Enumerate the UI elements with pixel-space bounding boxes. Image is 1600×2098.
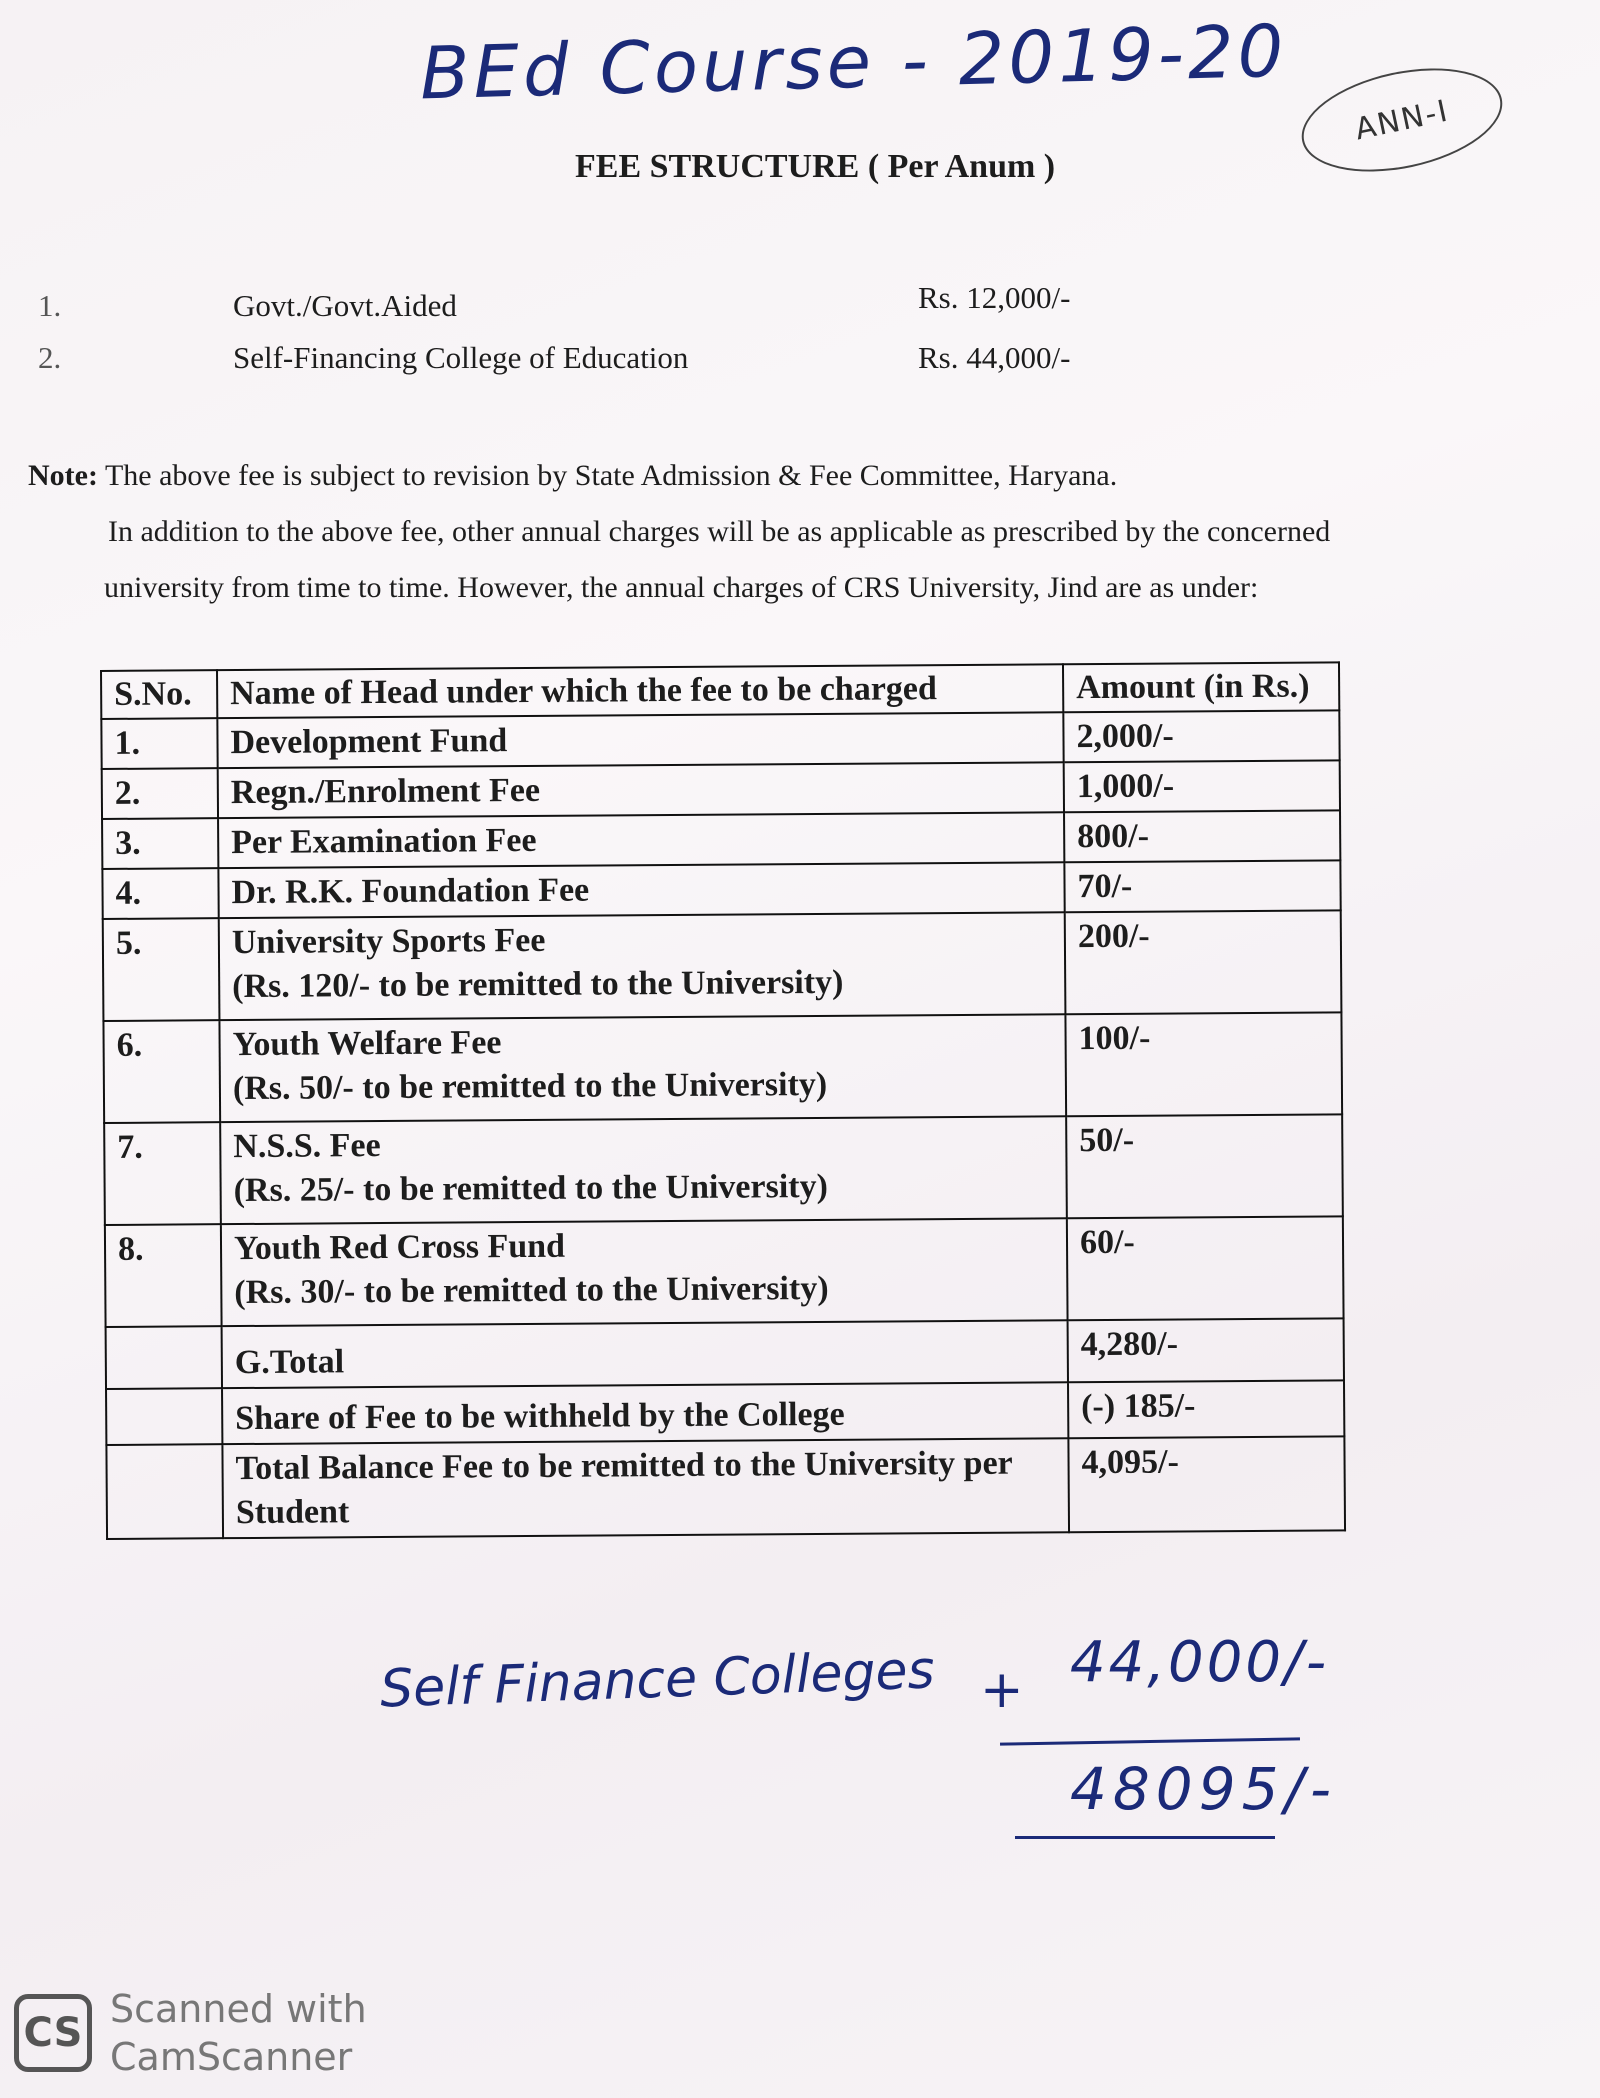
table-row: [102, 810, 1340, 869]
table-row: [102, 860, 1340, 919]
row-name-cell: [219, 912, 1066, 1020]
row-amount: 60/-: [1067, 1216, 1344, 1320]
row-name: Development Fund: [217, 712, 1063, 768]
total-label: G.Total: [222, 1320, 1068, 1388]
camscanner-logo: CS: [14, 1994, 92, 2072]
row-sno: 7.: [104, 1122, 221, 1225]
row-name: Regn./Enrolment Fee: [218, 762, 1064, 818]
row-remit-note: (Rs. 30/- to be remitted to the University): [234, 1269, 829, 1312]
row-sno-empty: [106, 1326, 222, 1389]
row-sno: 5.: [103, 918, 220, 1021]
total-row: [106, 1436, 1345, 1539]
header-sno: S.No.: [101, 670, 217, 719]
header-amount: Amount (in Rs.): [1063, 662, 1339, 712]
camscanner-line: Scanned with: [110, 1987, 367, 2031]
row-name-cell: [220, 1116, 1067, 1224]
row-amount: 100/-: [1065, 1012, 1342, 1116]
row-name: Youth Welfare Fee: [232, 1024, 502, 1064]
handwritten-result-underline: [1015, 1836, 1275, 1839]
row-name: N.S.S. Fee: [233, 1127, 381, 1166]
fee-category-name: Self-Financing College of Education: [233, 340, 689, 375]
row-sno: 6.: [103, 1020, 220, 1123]
handwritten-addend: 44,000/-: [1070, 1630, 1330, 1695]
handwritten-plus: +: [980, 1660, 1024, 1720]
row-amount: 50/-: [1066, 1114, 1343, 1218]
total-amount: (-) 185/-: [1068, 1380, 1344, 1438]
note-line: university from time to time. However, the annual charges of CRS University, Jind are as under:: [104, 571, 1259, 604]
note-text: The above fee is subject to revision by State Admission & Fee Committee, Haryana.: [104, 459, 1118, 492]
table-row: [103, 1012, 1342, 1123]
fee-category-row: [38, 340, 1138, 380]
row-sno: 2.: [102, 768, 218, 819]
camscanner-text: [110, 1985, 367, 2081]
header-name: Name of Head under which the fee to be charged: [217, 664, 1063, 718]
table-row: [104, 1114, 1343, 1225]
annexure-stamp: ANN-I: [1292, 52, 1512, 188]
row-name: Dr. R.K. Foundation Fee: [218, 862, 1064, 918]
fee-category-number: 1.: [38, 288, 62, 323]
table-row: [103, 910, 1342, 1021]
row-sno-empty: [106, 1388, 222, 1445]
row-sno: 1.: [101, 718, 217, 769]
fee-category-amount: Rs. 12,000/-: [918, 280, 1071, 315]
row-name-cell: [221, 1218, 1068, 1326]
row-amount: 200/-: [1065, 910, 1342, 1014]
note-label: Note:: [28, 459, 98, 492]
fee-category-number: 2.: [38, 340, 62, 375]
row-amount: 800/-: [1064, 810, 1340, 862]
camscanner-watermark: [14, 1985, 367, 2081]
handwritten-result: 48095/-: [1070, 1755, 1337, 1823]
table-row: [105, 1216, 1344, 1327]
total-row: [106, 1318, 1344, 1389]
row-amount: 1,000/-: [1064, 760, 1340, 812]
total-row: [106, 1380, 1344, 1445]
camscanner-line: CamScanner: [110, 2035, 353, 2079]
row-remit-note: (Rs. 50/- to be remitted to the University): [232, 1065, 828, 1108]
university-charges-table: [100, 661, 1346, 1540]
handwritten-sum-label: Self Finance Colleges: [379, 1640, 936, 1720]
handwritten-title: BEd Course - 2019-20: [419, 8, 1289, 116]
row-name: Per Examination Fee: [218, 812, 1064, 868]
row-sno-empty: [106, 1444, 223, 1539]
table-header-row: [101, 662, 1339, 719]
note-line: [28, 448, 1588, 504]
row-sno: 3.: [102, 818, 218, 869]
total-label: Total Balance Fee to be remitted to the University per Student: [222, 1438, 1069, 1538]
row-remit-note: (Rs. 25/- to be remitted to the University): [233, 1167, 829, 1210]
total-amount: 4,280/-: [1068, 1318, 1344, 1382]
row-sno: 8.: [105, 1224, 222, 1327]
handwritten-sum-line: [1000, 1737, 1300, 1745]
row-name: University Sports Fee: [231, 921, 546, 962]
total-label: Share of Fee to be withheld by the College: [222, 1382, 1068, 1444]
row-amount: 70/-: [1064, 860, 1340, 912]
row-sno: 4.: [102, 868, 218, 919]
total-amount: 4,095/-: [1068, 1436, 1345, 1532]
table-row: [101, 710, 1339, 769]
note-block: [28, 448, 1588, 616]
fee-category-name: Govt./Govt.Aided: [233, 288, 457, 323]
page-title: FEE STRUCTURE ( Per Anum ): [575, 148, 1056, 185]
row-name-cell: [219, 1014, 1066, 1122]
row-remit-note: (Rs. 120/- to be remitted to the University): [232, 963, 844, 1006]
fee-category-amount: Rs. 44,000/-: [918, 340, 1071, 375]
row-amount: 2,000/-: [1063, 710, 1339, 762]
note-line: In addition to the above fee, other annual charges will be as applicable as prescribed by the concerned: [108, 515, 1331, 548]
table-row: [102, 760, 1340, 819]
fee-category-row: [38, 280, 1138, 328]
row-name: Youth Red Cross Fund: [233, 1227, 566, 1268]
